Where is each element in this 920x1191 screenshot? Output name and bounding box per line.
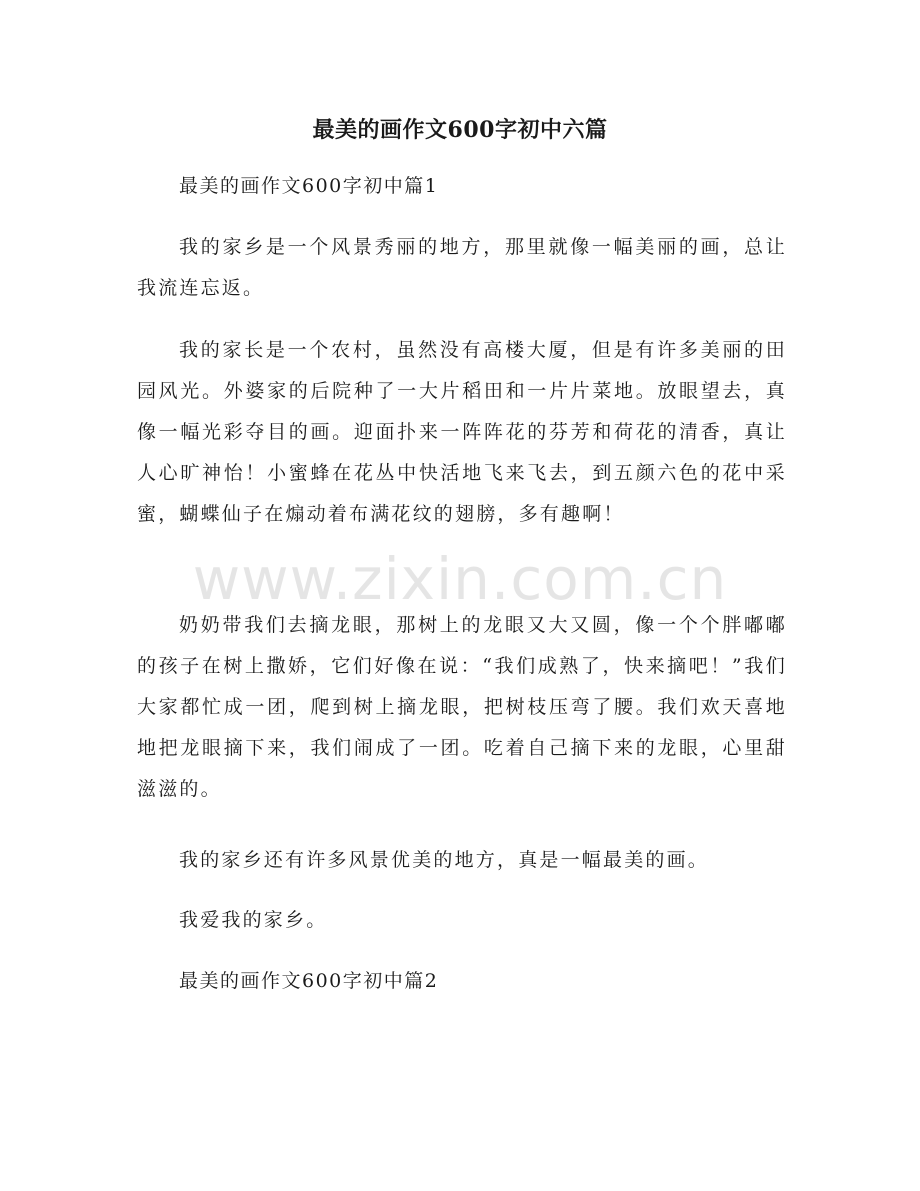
paragraph-2: 我的家长是一个农村，虽然没有高楼大厦，但是有许多美丽的田园风光。外婆家的后院种了一大片稻田和一片片菜地。放眼望去，真像一幅光彩夺目的画。迎面扑来一阵阵花的芬芳和荷花的清香，真让人心旷神怡！小蜜蜂在花丛中快活地飞来飞去，到五颜六色的花中采蜜，蝴蝶仙子在煽动着布满花纹的翅膀，多有趣啊！ bbox=[137, 339, 787, 525]
paragraph-4: 我的家乡还有许多风景优美的地方，真是一幅最美的画。 bbox=[179, 849, 710, 871]
paragraph-5: 我爱我的家乡。 bbox=[179, 909, 328, 931]
page-title: 最美的画作文600字初中六篇 bbox=[312, 117, 608, 143]
section-heading-1: 最美的画作文600字初中篇1 bbox=[179, 175, 439, 197]
watermark: www.zixin.com.cn bbox=[192, 545, 728, 613]
section-heading-2: 最美的画作文600字初中篇2 bbox=[179, 970, 439, 992]
paragraph-3: 奶奶带我们去摘龙眼，那树上的龙眼又大又圆，像一个个胖嘟嘟的孩子在树上撒娇，它们好像在说：“我们成熟了，快来摘吧！”我们大家都忙成一团，爬到树上摘龙眼，把树枝压弯了腰。我们欢天喜地地把龙眼摘下来，我们闹成了一团。吃着自己摘下来的龙眼，心里甜滋滋的。 bbox=[137, 614, 787, 800]
paragraph-1: 我的家乡是一个风景秀丽的地方，那里就像一幅美丽的画，总让我流连忘返。 bbox=[137, 236, 787, 299]
